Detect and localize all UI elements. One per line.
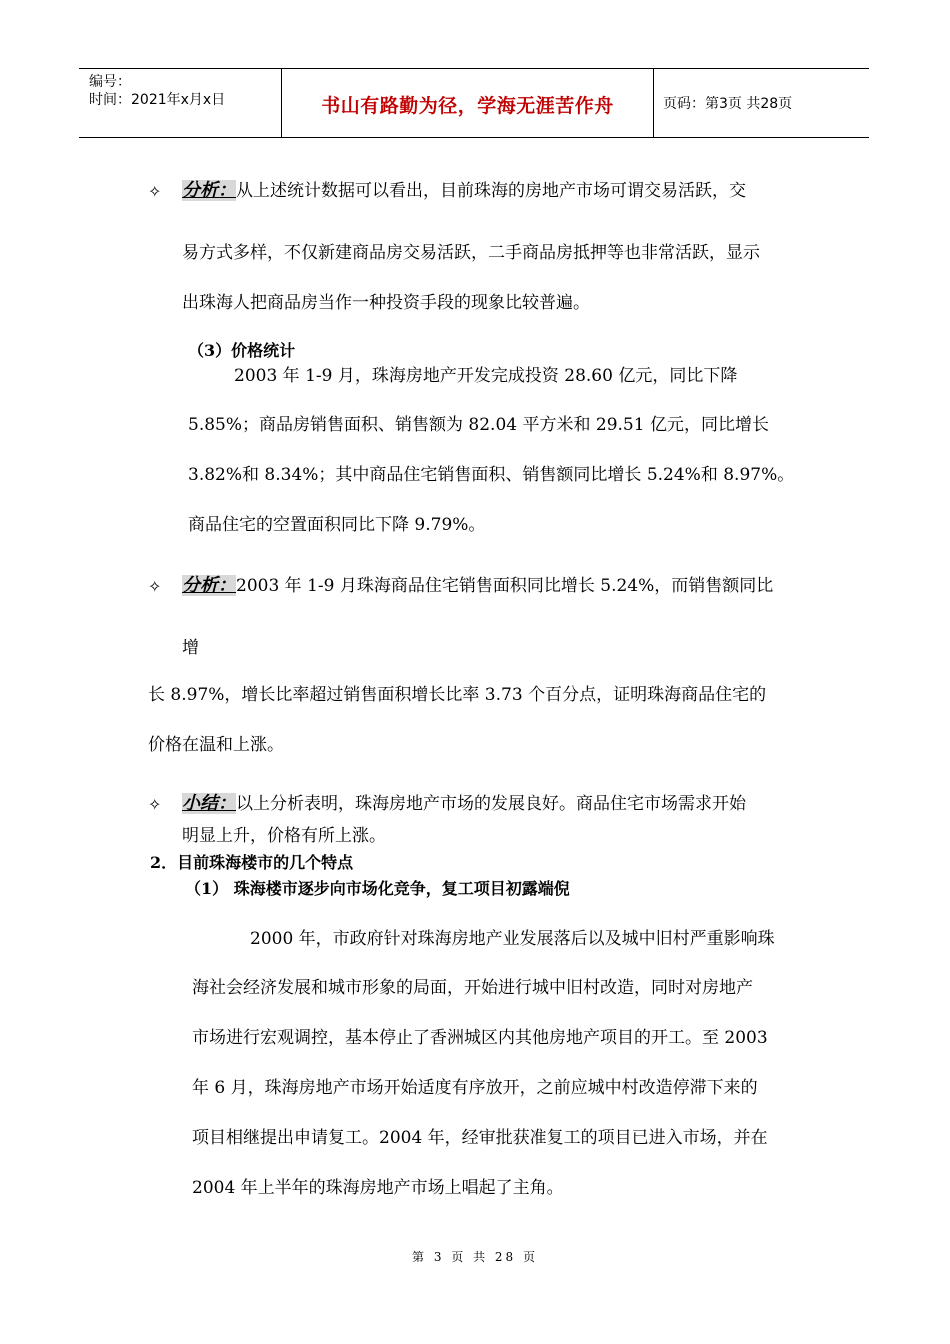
section2-p2: 海社会经济发展和城市形象的局面，开始进行城中旧村改造，同时对房地产 (192, 978, 753, 998)
analysis1-line1: 从上述统计数据可以看出，目前珠海的房地产市场可谓交易活跃，交 (236, 181, 746, 201)
section2-p1: 2000 年，市政府针对珠海房地产业发展落后以及城中旧村严重影响珠 (250, 929, 775, 949)
analysis2-line3: 长 8.97%，增长比率超过销售面积增长比率 3.73 个百分点，证明珠海商品住宅的 (148, 685, 767, 705)
price-line1: 2003 年 1-9 月，珠海房地产开发完成投资 28.60 亿元，同比下降 (234, 366, 738, 386)
motto-text: 书山有路勤为径，学海无涯苦作舟 (321, 95, 614, 117)
analysis2-label: 分析： (182, 575, 236, 596)
summary-first-line (182, 793, 746, 815)
price-line3: 3.82%和 8.34%；其中商品住宅销售面积、销售额同比增长 5.24%和 8.97%。 (188, 465, 795, 485)
summary-line2: 明显上升，价格有所上涨。 (182, 826, 386, 846)
price-line4: 商品住宅的空置面积同比下降 9.79%。 (188, 515, 486, 535)
header-meta-cell (79, 69, 281, 137)
bullet-diamond-icon: ✧ (148, 182, 162, 201)
page-label: 页码：第3页 共28页 (663, 96, 793, 112)
analysis2-first-line (182, 575, 773, 597)
analysis1-label: 分析： (182, 180, 236, 201)
analysis2-line2: 增 (182, 638, 199, 658)
time-label: 时间：2021年x月x日 (89, 92, 226, 108)
header-page-cell (653, 69, 869, 137)
price-heading: （3）价格统计 (188, 341, 296, 360)
analysis1-first-line (182, 180, 746, 202)
section2-p3: 市场进行宏观调控，基本停止了香洲城区内其他房地产项目的开工。至 2003 (192, 1028, 768, 1048)
summary-line1: 以上分析表明，珠海房地产市场的发展良好。商品住宅市场需求开始 (236, 794, 746, 814)
section2-subheading: （1） 珠海楼市逐步向市场化竞争，复工项目初露端倪 (185, 879, 570, 898)
bullet-diamond-icon: ✧ (148, 577, 162, 596)
number-label: 编号： (89, 74, 131, 90)
analysis2-line1: 2003 年 1-9 月珠海商品住宅销售面积同比增长 5.24%，而销售额同比 (236, 576, 774, 596)
header-table (79, 68, 869, 138)
section2-p4: 年 6 月，珠海房地产市场开始适度有序放开，之前应城中村改造停滞下来的 (192, 1078, 758, 1098)
price-line2: 5.85%；商品房销售面积、销售额为 82.04 平方米和 29.51 亿元，同比增长 (188, 415, 769, 435)
analysis1-line3: 出珠海人把商品房当作一种投资手段的现象比较普遍。 (182, 293, 590, 313)
section2-heading: 2．目前珠海楼市的几个特点 (150, 853, 354, 872)
summary-label: 小结： (182, 793, 236, 814)
analysis2-line4: 价格在温和上涨。 (148, 735, 284, 755)
page-footer: 第 3 页 共 28 页 (412, 1250, 538, 1264)
header-motto-cell (281, 69, 654, 137)
section2-p6: 2004 年上半年的珠海房地产市场上唱起了主角。 (192, 1178, 564, 1198)
section2-p5: 项目相继提出申请复工。2004 年，经审批获准复工的项目已进入市场，并在 (192, 1128, 768, 1148)
bullet-diamond-icon: ✧ (148, 795, 162, 814)
analysis1-line2: 易方式多样，不仅新建商品房交易活跃，二手商品房抵押等也非常活跃，显示 (182, 243, 760, 263)
